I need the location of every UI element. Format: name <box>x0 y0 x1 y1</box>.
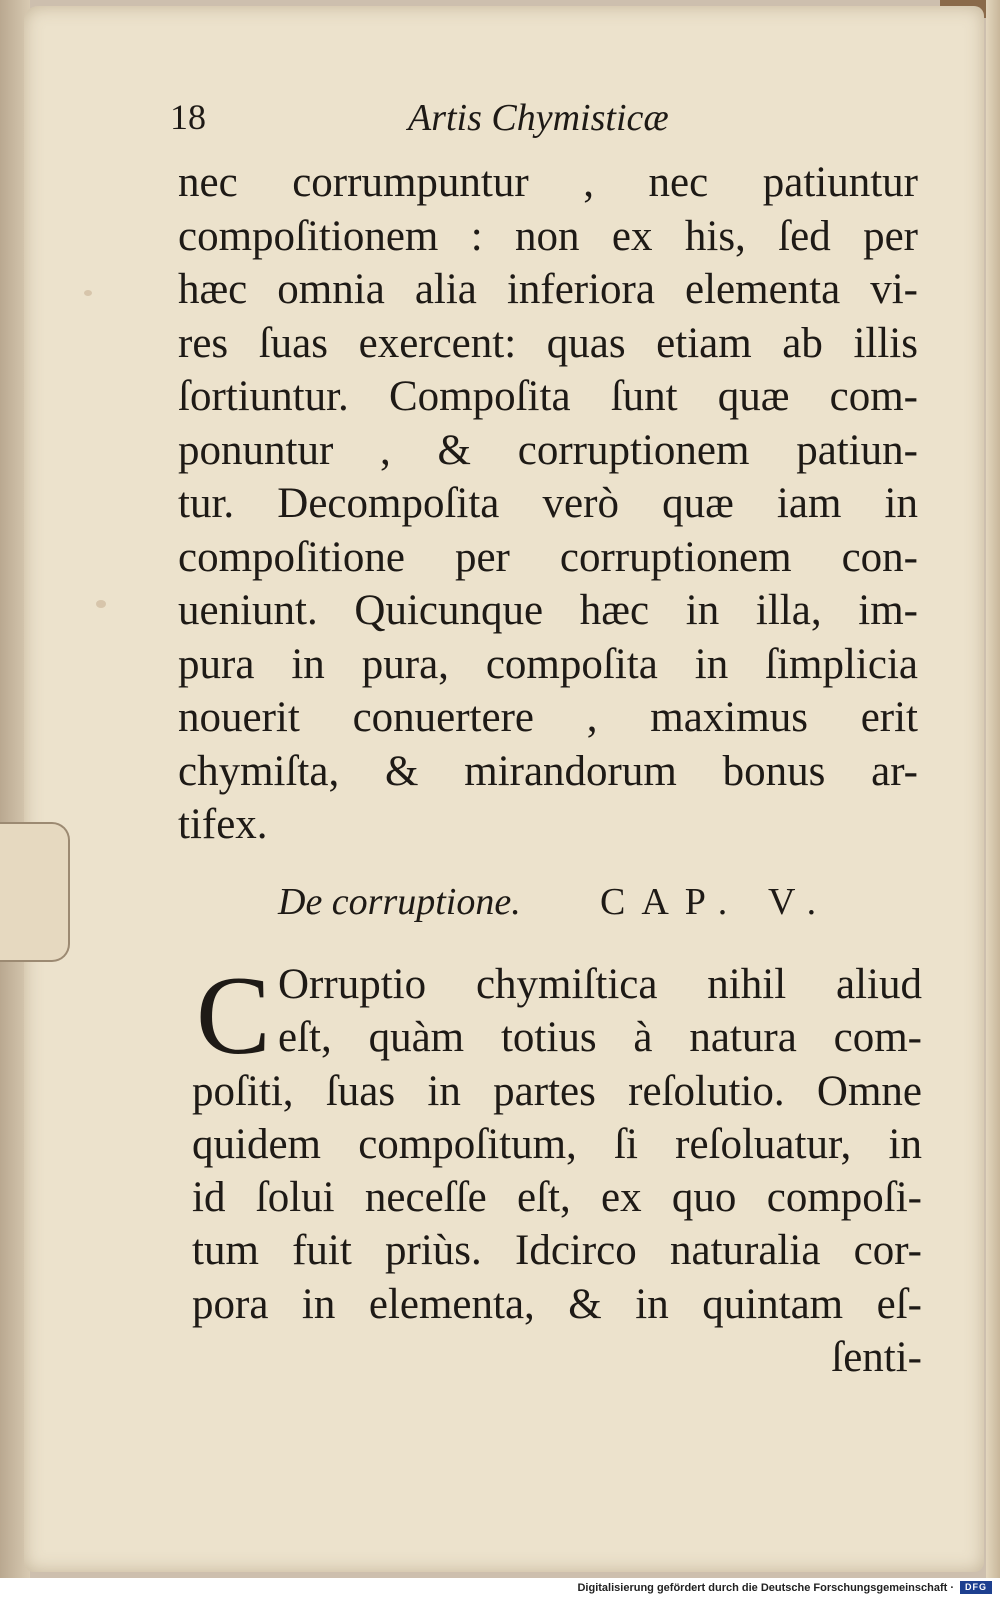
drop-cap-initial: C <box>196 954 271 1078</box>
text-line: tum fuit priùs. Idcirco naturalia cor- <box>192 1227 922 1275</box>
text-line: Orruptio chymiſtica nihil aliud <box>278 961 922 1008</box>
chapter-title: De corruptione. <box>278 881 521 923</box>
text-line: nouerit conuertere , maximus erit <box>178 694 918 741</box>
text-line: nec corrumpuntur , nec patiuntur <box>178 159 918 206</box>
text-line: compoſitionem : non ex his, ſed per <box>178 212 918 260</box>
chapter-paragraph <box>192 954 922 1384</box>
body-paragraph <box>178 156 918 852</box>
text-line: chymiſta, & mirandorum bonus ar- <box>178 747 918 795</box>
text-line: hæc omnia alia inferiora elementa vi- <box>178 266 918 313</box>
catchword: ſenti- <box>831 1334 922 1382</box>
text-line: id ſolui neceſſe eſt, ex quo compoſi- <box>192 1174 922 1222</box>
text-line: pura in pura, compoſita in ſimplicia <box>178 640 918 688</box>
funding-credit-text: Digitalisierung gefördert durch die Deutsche Forschungsgemeinschaft · <box>577 1582 954 1594</box>
text-line: quidem compoſitum, ſi reſoluatur, in <box>192 1120 922 1168</box>
stain-mark <box>96 600 106 608</box>
text-line: poſiti, ſuas in partes reſolutio. Omne <box>192 1067 922 1115</box>
chapter-number: CAP. V. <box>600 881 833 923</box>
dfg-logo: DFG <box>960 1581 992 1594</box>
text-line: compoſitione per corruptionem con- <box>178 533 918 581</box>
text-line: ueniunt. Quicunque hæc in illa, im- <box>178 587 918 634</box>
running-title: Artis Chymisticæ <box>408 97 669 139</box>
text-line: res ſuas exercent: quas etiam ab illis <box>178 319 918 367</box>
text-line: tifex. <box>178 801 268 848</box>
page-clip-marker <box>0 822 70 962</box>
text-line: ponuntur , & corruptionem patiun- <box>178 426 918 474</box>
stain-mark <box>84 290 92 296</box>
chapter-heading <box>278 880 898 932</box>
digitization-credit-bar <box>0 1578 1000 1598</box>
text-line: eſt, quàm totius à natura com- <box>278 1014 922 1062</box>
running-head <box>170 96 930 146</box>
page-number: 18 <box>170 97 206 137</box>
page-right-edge <box>986 0 1000 1578</box>
text-line: ſortiuntur. Compoſita ſunt quæ com- <box>178 373 918 420</box>
text-line: pora in elementa, & in quintam eſ- <box>192 1280 922 1328</box>
text-line: tur. Decompoſita verò quæ iam in <box>178 480 918 527</box>
